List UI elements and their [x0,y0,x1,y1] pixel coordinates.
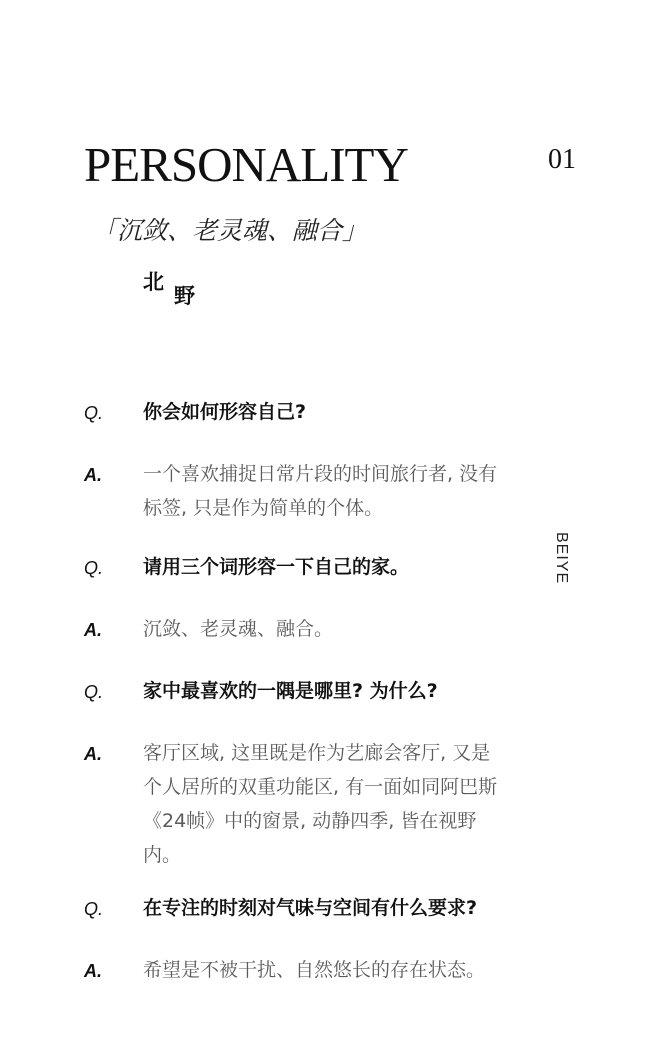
answer-text: 一个喜欢捕捉日常片段的时间旅行者, 没有标签, 只是作为简单的个体。 [143,463,498,519]
side-name-label: BEIYE [553,532,570,585]
question-marker: Q. [84,682,104,702]
answer-marker: A. [84,465,102,485]
question-marker: Q. [84,403,104,423]
name-first-char: 北 [143,269,164,294]
question-text: 家中最喜欢的一隅是哪里? 为什么? [143,680,438,702]
question-text: 请用三个词形容一下自己的家。 [143,556,410,578]
subtitle-keywords: 「沉敛、老灵魂、融合」 [92,216,368,245]
page-title: PERSONALITY [84,137,408,192]
answer-text: 希望是不被干扰、自然悠长的存在状态。 [143,959,486,981]
question-text: 你会如何形容自己? [143,401,307,423]
answer-text: 沉敛、老灵魂、融合。 [143,618,334,640]
answer-marker: A. [84,744,102,764]
answer-text: 客厅区域, 这里既是作为艺廊会客厅, 又是个人居所的双重功能区, 有一面如同阿巴斯《24帧》中的窗景, 动静四季, 皆在视野内。 [143,742,498,866]
question-text: 在专注的时刻对气味与空间有什么要求? [143,897,478,919]
name-second-char: 野 [174,283,195,308]
answer-marker: A. [84,961,102,981]
answer-marker: A. [84,620,102,640]
page-number: 01 [548,144,576,175]
question-marker: Q. [84,558,104,578]
question-marker: Q. [84,899,104,919]
